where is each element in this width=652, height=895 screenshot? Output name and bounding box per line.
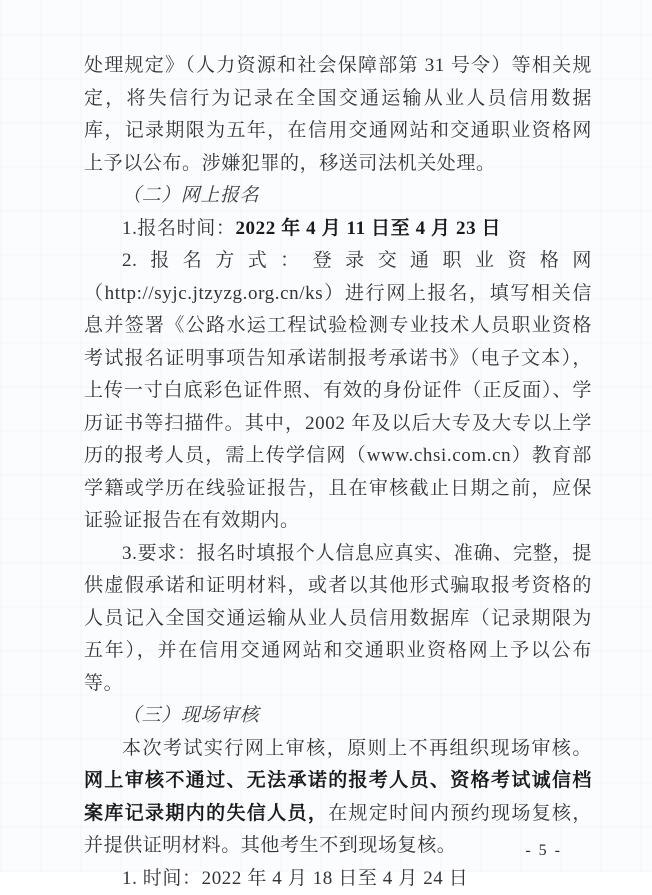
onsite-review-tail: 在规定时间内预约现场复核，并提供证明材料。其他考生不到现场复核。 — [84, 803, 592, 857]
section-heading-online-registration — [84, 180, 592, 213]
registration-time-value: 2022 年 4 月 11 日至 4 月 23 日 — [235, 218, 501, 239]
paragraph-registration-time — [84, 213, 592, 246]
paragraph-credit-record-continuation — [84, 50, 592, 180]
section-heading-text: （三）现场审核 — [122, 705, 259, 726]
onsite-review-bold-clause: 网上审核不通过、无法承诺的报考人员、资格考试诚信档案库记录期内的失信人员， — [84, 770, 592, 824]
paragraph-text: 3.要求：报名时填报个人信息应真实、准确、完整，提供虚假承诺和证明材料，或者以其他形式骗取报考资格的人员记入全国交通运输从业人员信用数据库（记录期限为五年），并在信用交通网站和交通职业资格网上予以公布等。 — [84, 543, 592, 694]
paragraph-text: 2.报名方式：登录交通职业资格网（http://syjc.jtzyzg.org.cn/ks）进行网上报名，填写相关信息并签署《公路水运工程试验检测专业技术人员职业资格考试报名证明事项告知承诺制报考承诺书》（电子文本），上传一寸白底彩色证件照、有效的身份证件（正反面）、学历证书等扫描件。其中，2002 年及以后大专及大专以上学历的报考人员，需上传学信网（www.chsi.com.cn）教育部学籍或学历在线验证报告，且在审核截止日期之前，应保证验证报告在有效期内。 — [84, 250, 592, 531]
onsite-review-lead: 本次考试实行网上审核，原则上不再组织现场审核。 — [122, 738, 592, 759]
section-heading-text: （二）网上报名 — [122, 185, 259, 206]
document-body — [84, 50, 592, 895]
paragraph-text: 处理规定》（人力资源和社会保障部第 31 号令）等相关规定，将失信行为记录在全国交通运输从业人员信用数据库，记录期限为五年，在信用交通网站和交通职业资格网上予以公布。涉嫌犯罪的，移送司法机关处理。 — [84, 55, 592, 174]
paragraph-onsite-review — [84, 733, 592, 863]
paragraph-registration-method — [84, 245, 592, 538]
page-number: - 5 - — [525, 842, 562, 860]
paragraph-text: 1. 时间：2022 年 4 月 18 日至 4 月 24 日 — [122, 868, 468, 889]
paragraph-requirements — [84, 538, 592, 701]
registration-time-label: 1.报名时间： — [122, 218, 235, 239]
paragraph-onsite-review-time — [84, 863, 592, 895]
section-heading-onsite-review — [84, 700, 592, 733]
